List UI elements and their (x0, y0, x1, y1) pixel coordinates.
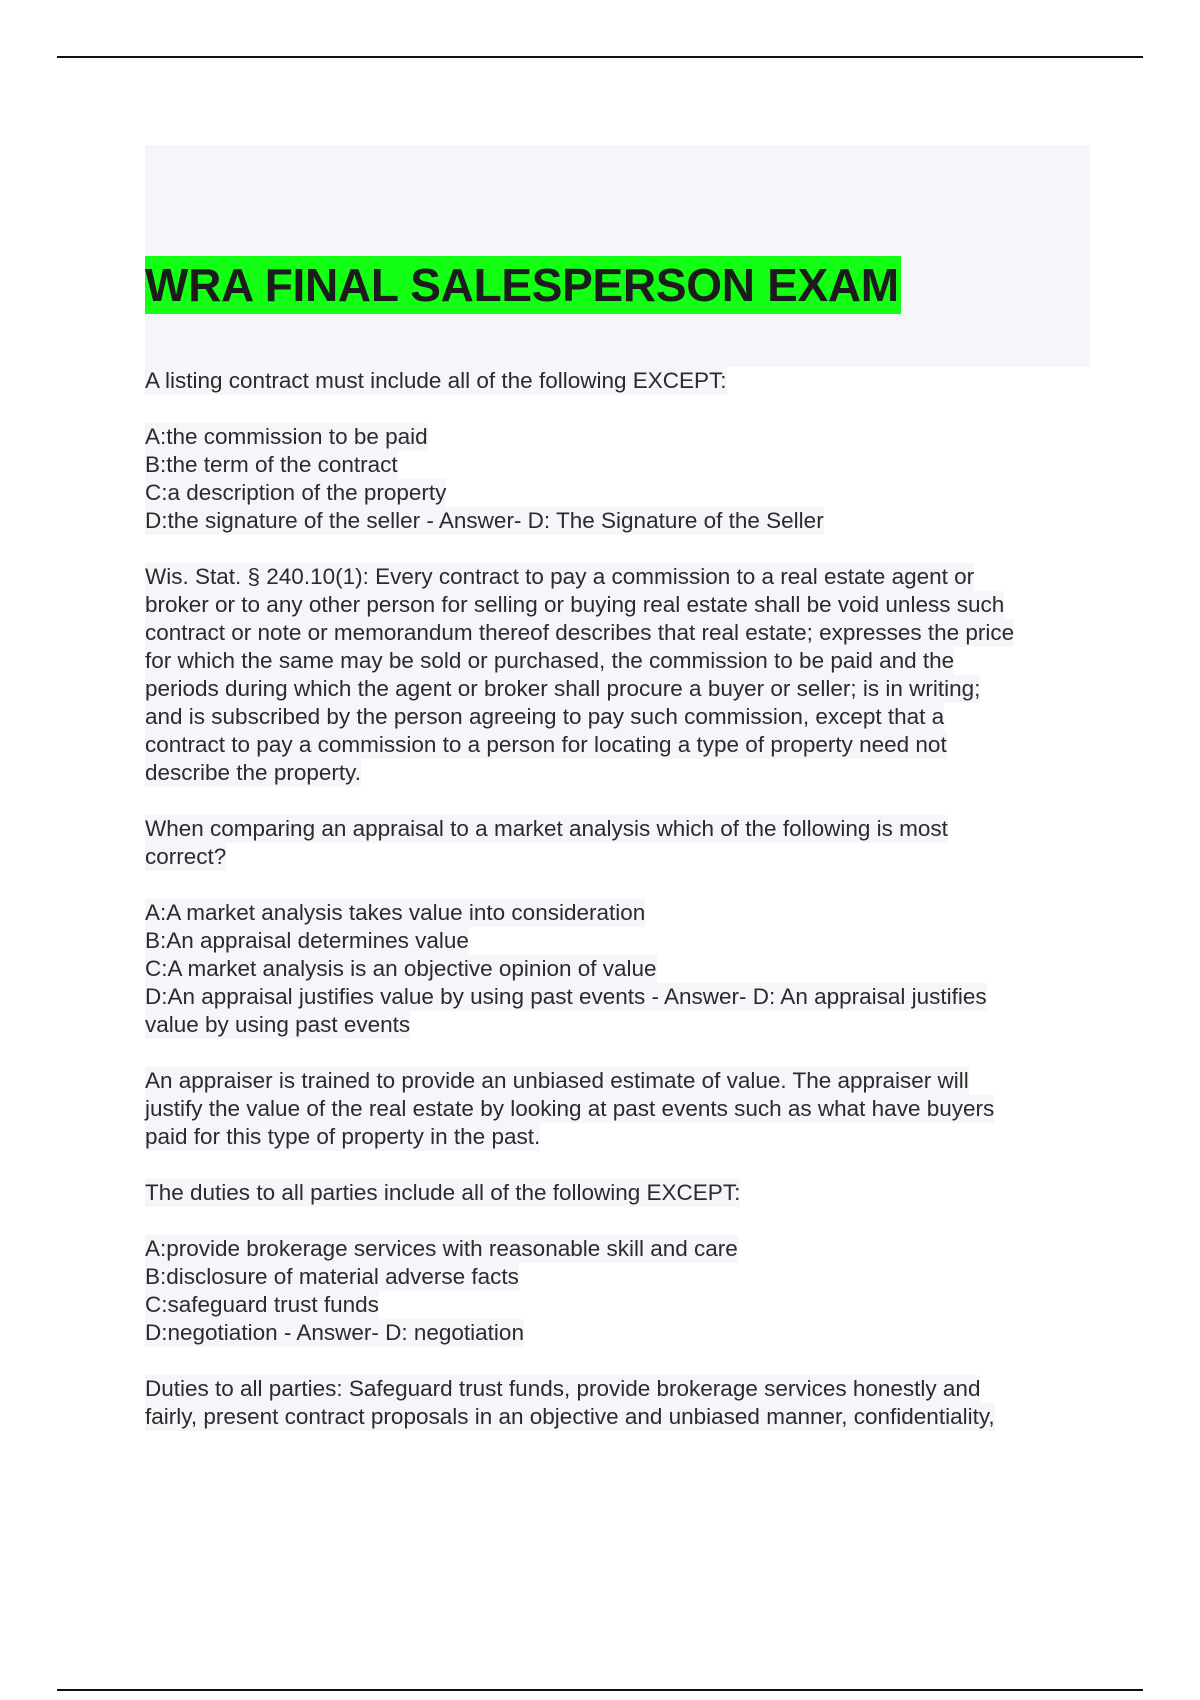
question-2-explanation (145, 1067, 1095, 1151)
question-2-text: When comparing an appraisal to a market analysis which of the following is most (145, 816, 948, 841)
question-3-text: The duties to all parties include all of the following EXCEPT: (145, 1180, 741, 1205)
option-d-answer: D:negotiation - Answer- D: negotiation (145, 1320, 524, 1345)
explanation-line: and is subscribed by the person agreeing to pay such commission, except that a (145, 704, 945, 729)
explanation-line: contract to pay a commission to a person for locating a type of property need not (145, 732, 947, 757)
document-title: WRA FINAL SALESPERSON EXAM (145, 256, 901, 314)
option-d-answer: D:the signature of the seller - Answer- D: The Signature of the Seller (145, 508, 824, 533)
question-1-text: A listing contract must include all of the following EXCEPT: (145, 368, 727, 393)
question-1-explanation (145, 563, 1095, 787)
explanation-line: contract or note or memorandum thereof describes that real estate; expresses the price (145, 620, 1015, 645)
option-a: A:the commission to be paid (145, 424, 428, 449)
option-b: B:An appraisal determines value (145, 928, 469, 953)
question-3-options (145, 1235, 1095, 1347)
question-2 (145, 815, 1095, 871)
explanation-line: broker or to any other person for selling or buying real estate shall be void unless such (145, 592, 1005, 617)
top-rule (57, 56, 1143, 58)
option-c: C:safeguard trust funds (145, 1292, 379, 1317)
option-b: B:disclosure of material adverse facts (145, 1264, 519, 1289)
option-a: A:A market analysis takes value into consideration (145, 900, 646, 925)
question-3-explanation (145, 1375, 1095, 1431)
option-d-answer: value by using past events (145, 1012, 411, 1037)
explanation-line: An appraiser is trained to provide an unbiased estimate of value. The appraiser will (145, 1068, 969, 1093)
explanation-line: describe the property. (145, 760, 361, 785)
question-3 (145, 1179, 1095, 1207)
explanation-line: paid for this type of property in the past. (145, 1124, 541, 1149)
bottom-rule (57, 1689, 1143, 1691)
option-b: B:the term of the contract (145, 452, 398, 477)
explanation-line: Wis. Stat. § 240.10(1): Every contract to pay a commission to a real estate agent or (145, 564, 975, 589)
question-2-options (145, 899, 1095, 1039)
question-1-options (145, 423, 1095, 535)
option-c: C:a description of the property (145, 480, 447, 505)
option-c: C:A market analysis is an objective opinion of value (145, 956, 657, 981)
explanation-line: justify the value of the real estate by looking at past events such as what have buyers (145, 1096, 995, 1121)
explanation-line: periods during which the agent or broker shall procure a buyer or seller; is in writing; (145, 676, 981, 701)
explanation-line: for which the same may be sold or purchased, the commission to be paid and the (145, 648, 955, 673)
option-d-answer: D:An appraisal justifies value by using past events - Answer- D: An appraisal justifies (145, 984, 987, 1009)
explanation-line: fairly, present contract proposals in an objective and unbiased manner, confidentiality, (145, 1404, 995, 1429)
explanation-line: Duties to all parties: Safeguard trust funds, provide brokerage services honestly and (145, 1376, 981, 1401)
question-2-text: correct? (145, 844, 227, 869)
document-body (145, 367, 1095, 1459)
question-1 (145, 367, 1095, 395)
option-a: A:provide brokerage services with reasonable skill and care (145, 1236, 738, 1261)
